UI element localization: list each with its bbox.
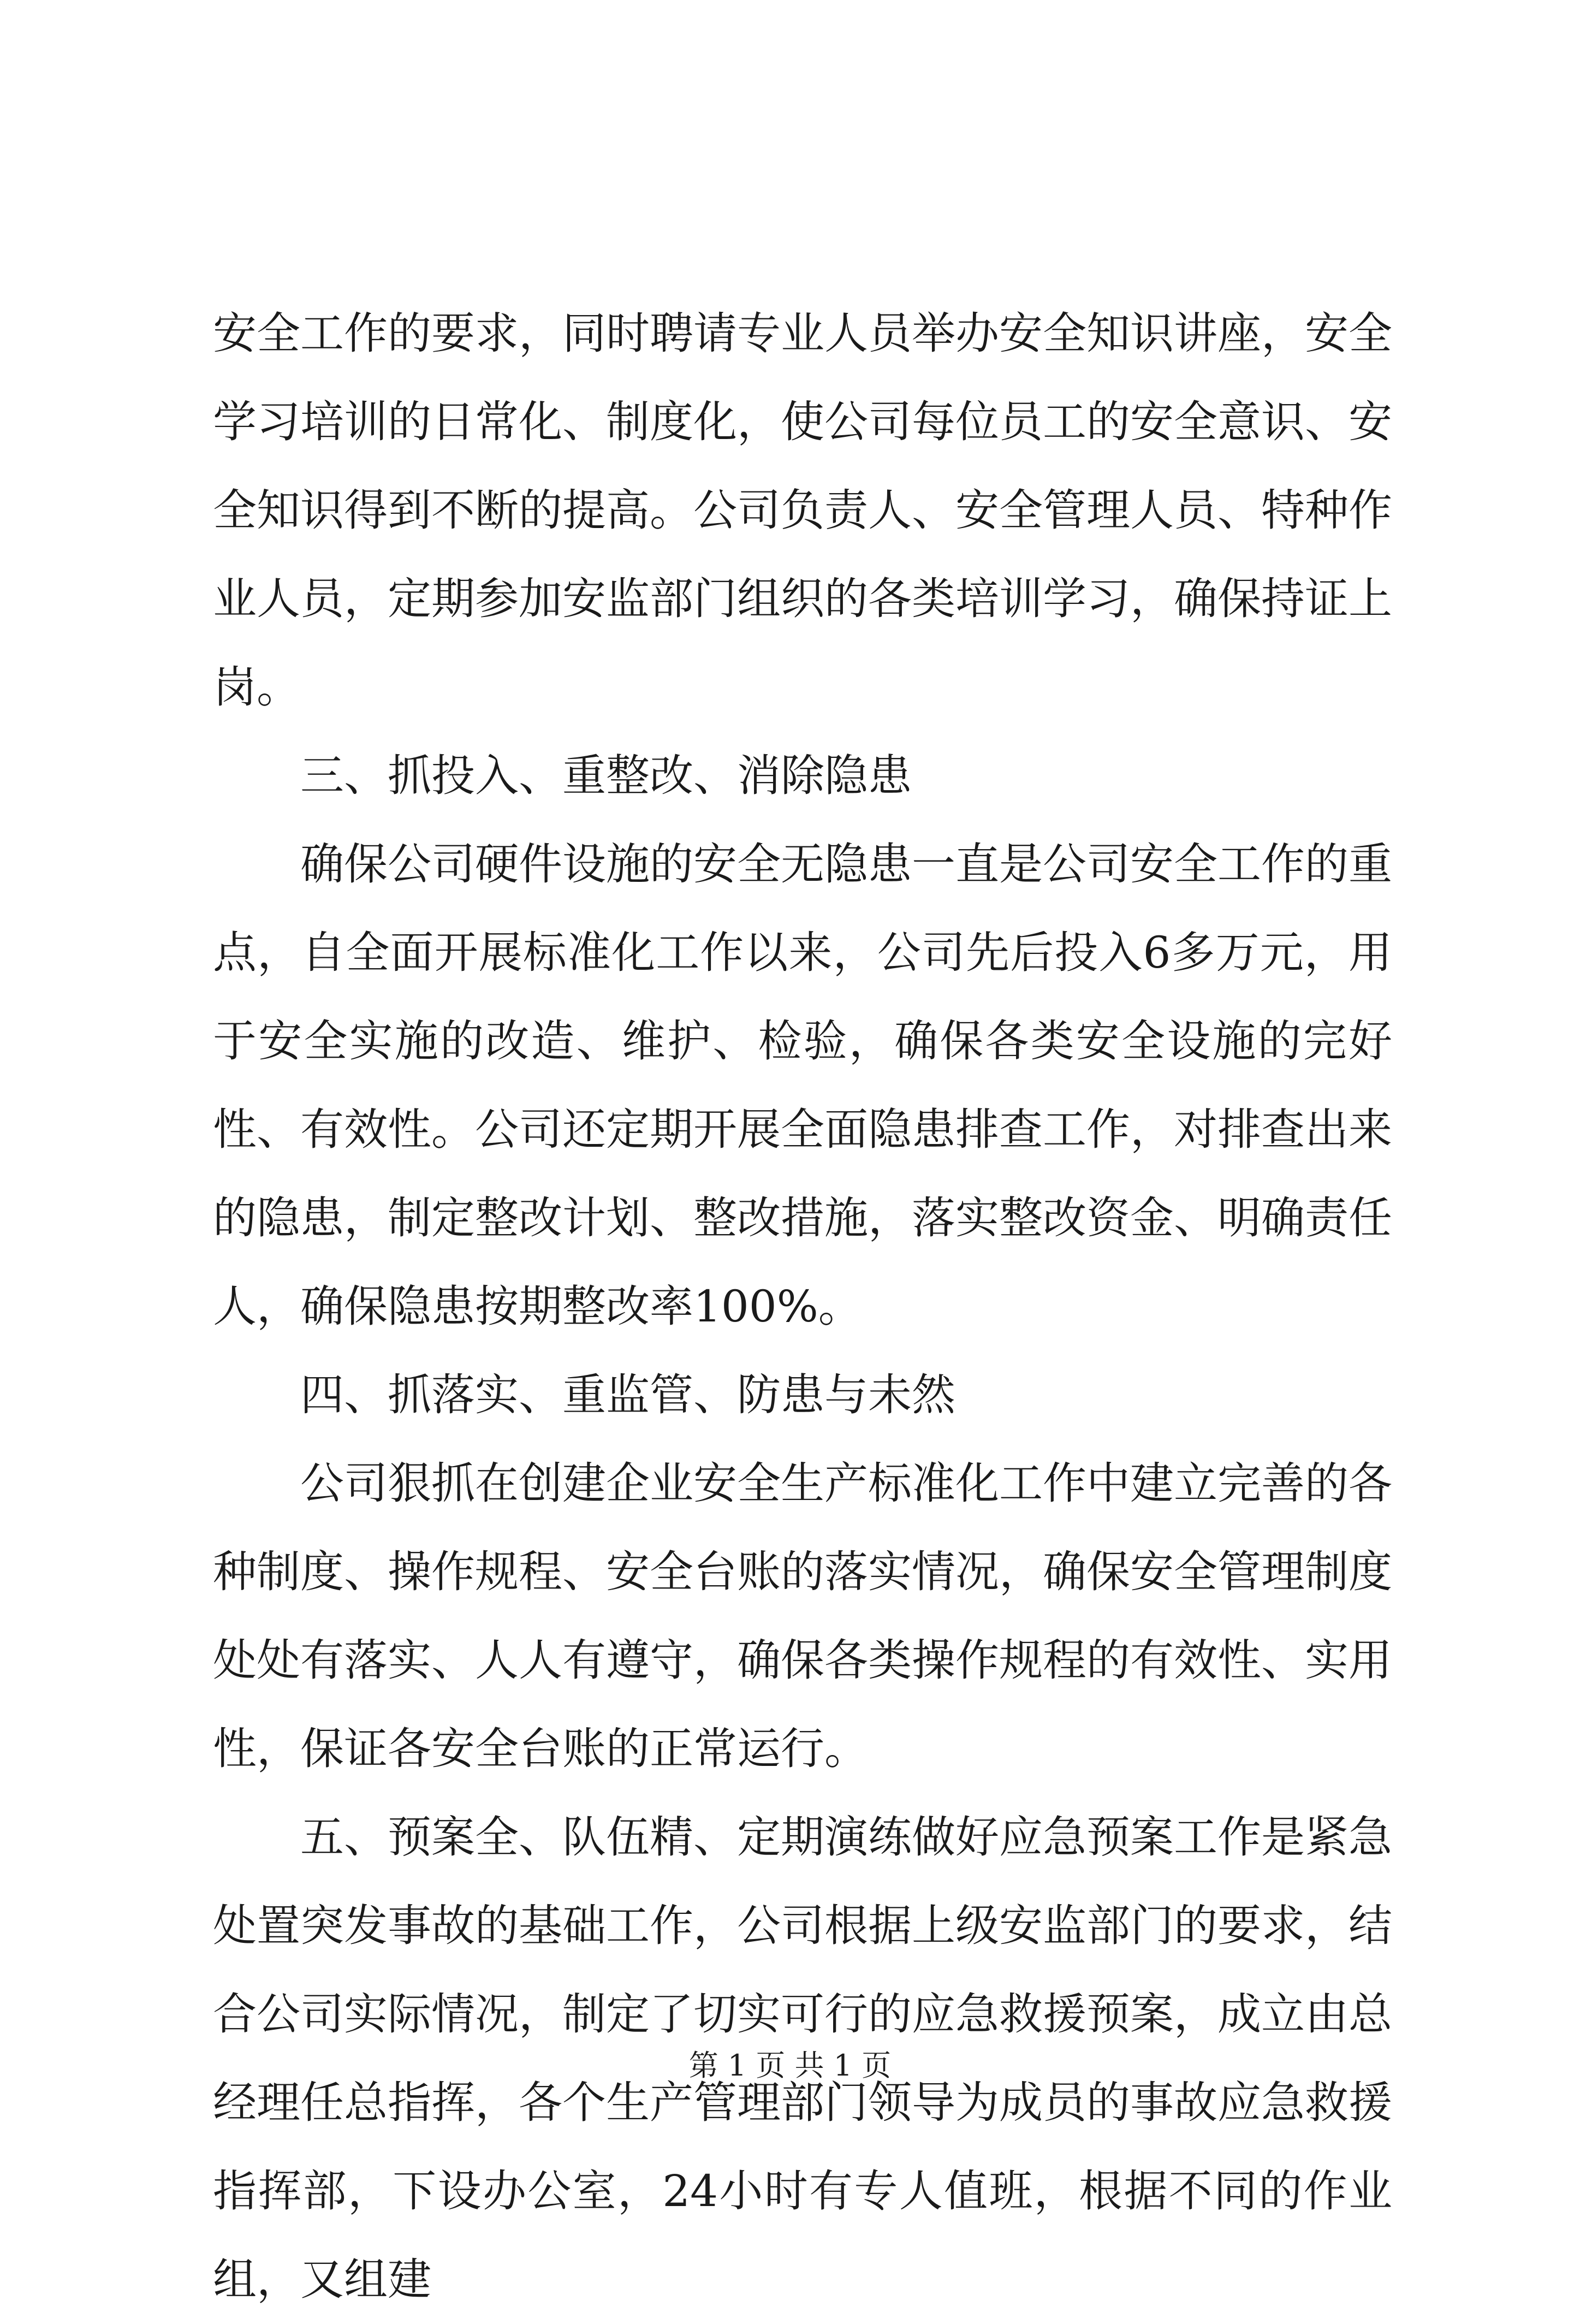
paragraph-investment: 确保公司硬件设施的安全无隐患一直是公司安全工作的重点，自全面开展标准化工作以来，公司先后投入6多万元，用于安全实施的改造、维护、检验，确保各类安全设施的完好性、有效性。公司还定期开展全面隐患排查工作，对排查出来的隐患，制定整改计划、整改措施，落实整改资金、明确责任人，确保隐患按期整改率100%。 xyxy=(213,839,1392,1332)
document-body xyxy=(213,289,1392,2324)
page-number-footer: 第 1 页 共 1 页 xyxy=(688,2048,892,2083)
paragraph-emergency-plan: 五、预案全、队伍精、定期演练做好应急预案工作是紧急处置突发事故的基础工作，公司根据上级安监部门的要求，结合公司实际情况，制定了切实可行的应急救援预案，成立由总经理任总指挥，各个生产管理部门领导为成员的事故应急救援指挥部，下设办公室，24小时有专人值班，根据不同的作业组，又组建 xyxy=(213,1812,1392,2305)
section-heading-4: 四、抓落实、重监管、防患与未然 xyxy=(300,1370,955,1420)
paragraph-continuation: 安全工作的要求，同时聘请专业人员举办安全知识讲座，安全学习培训的日常化、制度化，使公司每位员工的安全意识、安全知识得到不断的提高。公司负责人、安全管理人员、特种作业人员，定期参加安监部门组织的各类培训学习，确保持证上岗。 xyxy=(213,308,1392,713)
paragraph-implementation: 公司狠抓在创建企业安全生产标准化工作中建立完善的各种制度、操作规程、安全台账的落实情况，确保安全管理制度处处有落实、人人有遵守，确保各类操作规程的有效性、实用性，保证各安全台账的正常运行。 xyxy=(213,1458,1392,1774)
section-heading-3: 三、抓投入、重整改、消除隐患 xyxy=(300,750,912,801)
